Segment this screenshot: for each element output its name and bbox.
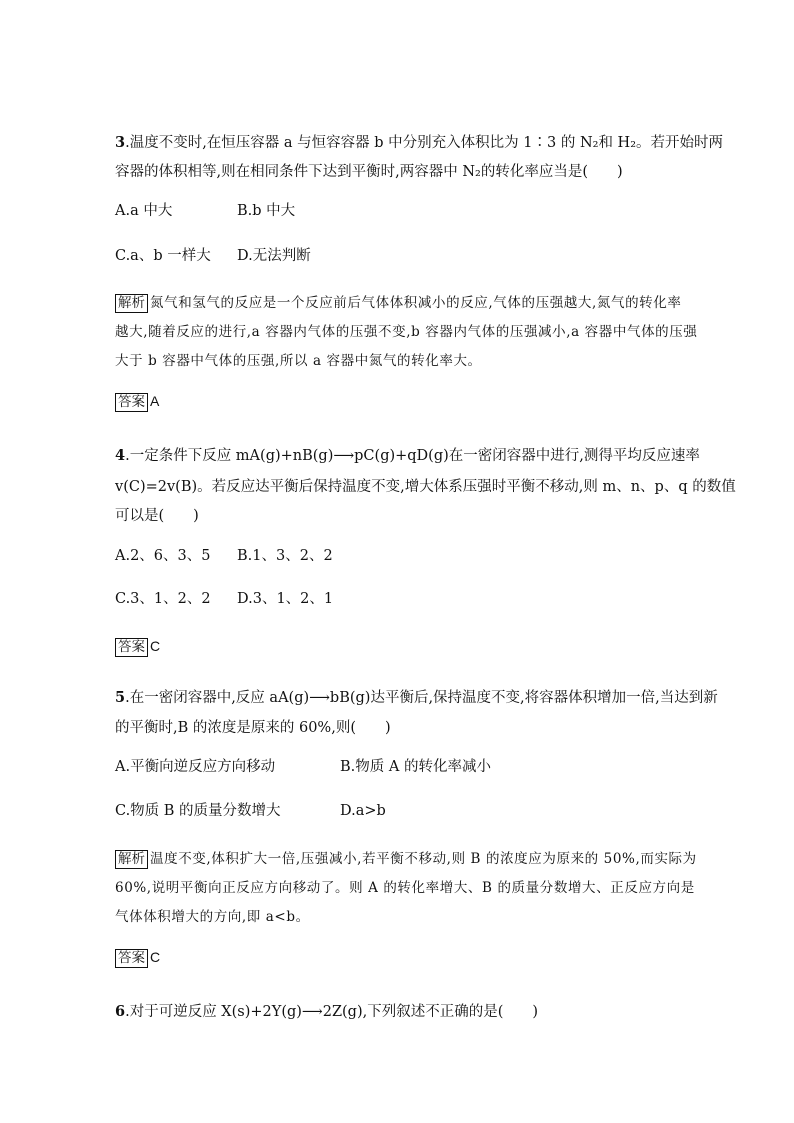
- option-c: C.物质 B 的质量分数增大: [115, 803, 281, 819]
- option-b: B.b 中大: [237, 203, 296, 219]
- question-4-stem-line-3: 可以是( ): [115, 508, 199, 524]
- analysis-line-2: 60%,说明平衡向正反应方向移动了。则 A 的转化率增大、B 的质量分数增大、正反应方向是: [115, 880, 695, 896]
- question-number: 4: [115, 447, 126, 464]
- answer-line: [115, 391, 159, 412]
- analysis-line-2: 越大,随着反应的进行,a 容器内气体的压强不变,b 容器内气体的压强减小,a 容器中气体的压强: [115, 324, 698, 340]
- answer-value: C: [150, 638, 161, 654]
- option-d: D.3、1、2、1: [237, 591, 334, 607]
- answer-line: [115, 636, 160, 657]
- answer-value: C: [150, 949, 161, 965]
- question-6-stem-line-1: 6.对于可逆反应 X(s)+2Y(g)⟶2Z(g),下列叙述不正确的是( ): [115, 1003, 539, 1020]
- answer-label: 答案: [115, 393, 148, 412]
- analysis-label: 解析: [115, 294, 148, 313]
- option-b: B.物质 A 的转化率减小: [340, 759, 491, 775]
- analysis-line-3: 大于 b 容器中气体的压强,所以 a 容器中氮气的转化率大。: [115, 353, 482, 369]
- option-d: D.a>b: [340, 803, 386, 819]
- question-number: 5: [115, 689, 126, 706]
- question-5-stem-line-2: 的平衡时,B 的浓度是原来的 60%,则( ): [115, 720, 391, 736]
- analysis-line-3: 气体体积增大的方向,即 a<b。: [115, 909, 310, 925]
- option-d: D.无法判断: [237, 248, 311, 264]
- answer-label: 答案: [115, 638, 148, 657]
- option-a: A.平衡向逆反应方向移动: [115, 759, 276, 775]
- analysis-line-1: 解析 氮气和氢气的反应是一个反应前后气体体积减小的反应,气体的压强越大,氮气的转化率: [115, 293, 681, 313]
- question-number: 3: [115, 134, 126, 151]
- question-number: 6: [115, 1003, 126, 1020]
- option-a: A.2、6、3、5: [115, 548, 211, 564]
- option-c: C.a、b 一样大: [115, 248, 211, 264]
- question-3-stem-line-1: 3.温度不变时,在恒压容器 a 与恒容容器 b 中分别充入体积比为 1∶3 的 N₂和 H₂。若开始时两: [115, 134, 724, 151]
- analysis-label: 解析: [115, 850, 148, 869]
- question-3-stem-line-2: 容器的体积相等,则在相同条件下达到平衡时,两容器中 N₂的转化率应当是( ): [115, 164, 623, 180]
- question-4-stem-line-1: 4.一定条件下反应 mA(g)+nB(g)⟶pC(g)+qD(g)在一密闭容器中进行,测得平均反应速率: [115, 447, 700, 464]
- question-5-stem-line-1: 5.在一密闭容器中,反应 aA(g)⟶bB(g)达平衡后,保持温度不变,将容器体积增加一倍,当达到新: [115, 689, 718, 706]
- answer-line: [115, 947, 160, 968]
- option-b: B.1、3、2、2: [237, 548, 333, 564]
- answer-label: 答案: [115, 949, 148, 968]
- option-c: C.3、1、2、2: [115, 591, 211, 607]
- analysis-line-1: 解析 温度不变,体积扩大一倍,压强减小,若平衡不移动,则 B 的浓度应为原来的 50%,而实际为: [115, 849, 697, 869]
- option-a: A.a 中大: [115, 203, 173, 219]
- answer-value: A: [150, 393, 160, 409]
- question-4-stem-line-2: v(C)=2v(B)。若反应达平衡后保持温度不变,增大体系压强时平衡不移动,则 m、n、p、q 的数值: [115, 479, 736, 495]
